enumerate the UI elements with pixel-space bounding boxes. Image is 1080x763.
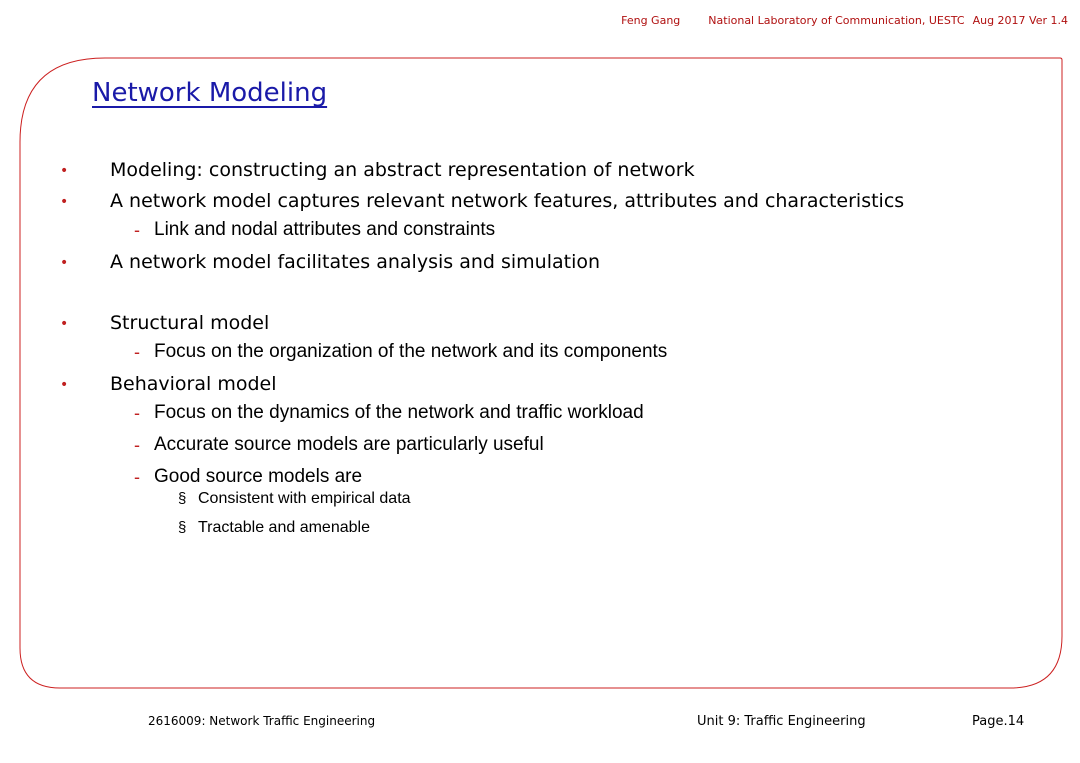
bullet-item: [48, 158, 948, 182]
footer-page-number: Page.14: [972, 714, 1025, 729]
sub-bullet-list: [110, 340, 948, 364]
bullet-text: • Modeling: constructing an abstract representation of network: [110, 159, 695, 181]
footer-course: 2616009: Network Traffic Engineering: [148, 714, 376, 728]
sub-sub-bullet-list: [154, 489, 948, 538]
bullet-item: [48, 311, 948, 364]
slide-title: Network Modeling: [92, 78, 328, 108]
bullet-text: • Behavioral model: [110, 373, 277, 395]
sub-bullet-item: - Link and nodal attributes and constraints: [110, 218, 948, 242]
bullet-text: • Structural model: [110, 312, 270, 334]
sub-sub-bullet-item: [154, 518, 948, 538]
sub-sub-bullet-text: Tractable and amenable: [198, 519, 370, 536]
bullet-text: • A network model captures relevant network features, attributes and characteristics: [110, 190, 905, 212]
section-marker: §: [178, 519, 187, 536]
sub-bullet-text: Good source models are: [154, 466, 363, 487]
sub-bullet-item: - Accurate source models are particularly useful: [110, 433, 948, 457]
bullet-item: [48, 372, 948, 538]
sub-bullet-list: [110, 218, 948, 242]
sub-bullet-list: [110, 401, 948, 538]
sub-bullet-item: [110, 465, 948, 538]
bullet-item: [48, 189, 948, 242]
header-author: Feng Gang: [621, 14, 681, 27]
bullet-item: [48, 250, 948, 274]
footer-unit: Unit 9: Traffic Engineering: [697, 714, 866, 729]
slide-content: [48, 158, 948, 547]
sub-bullet-item: - Focus on the dynamics of the network and traffic workload: [110, 401, 948, 425]
sub-bullet-item: - Focus on the organization of the network and its components: [110, 340, 948, 364]
sub-sub-bullet-text: Consistent with empirical data: [198, 490, 411, 507]
bullet-list: [48, 158, 948, 538]
header-institution: National Laboratory of Communication, UESTC: [708, 14, 965, 27]
bullet-text: • A network model facilitates analysis and simulation: [110, 251, 601, 273]
section-marker: §: [178, 490, 187, 507]
header-version: Aug 2017 Ver 1.4: [972, 14, 1068, 27]
sub-sub-bullet-item: [154, 489, 948, 509]
